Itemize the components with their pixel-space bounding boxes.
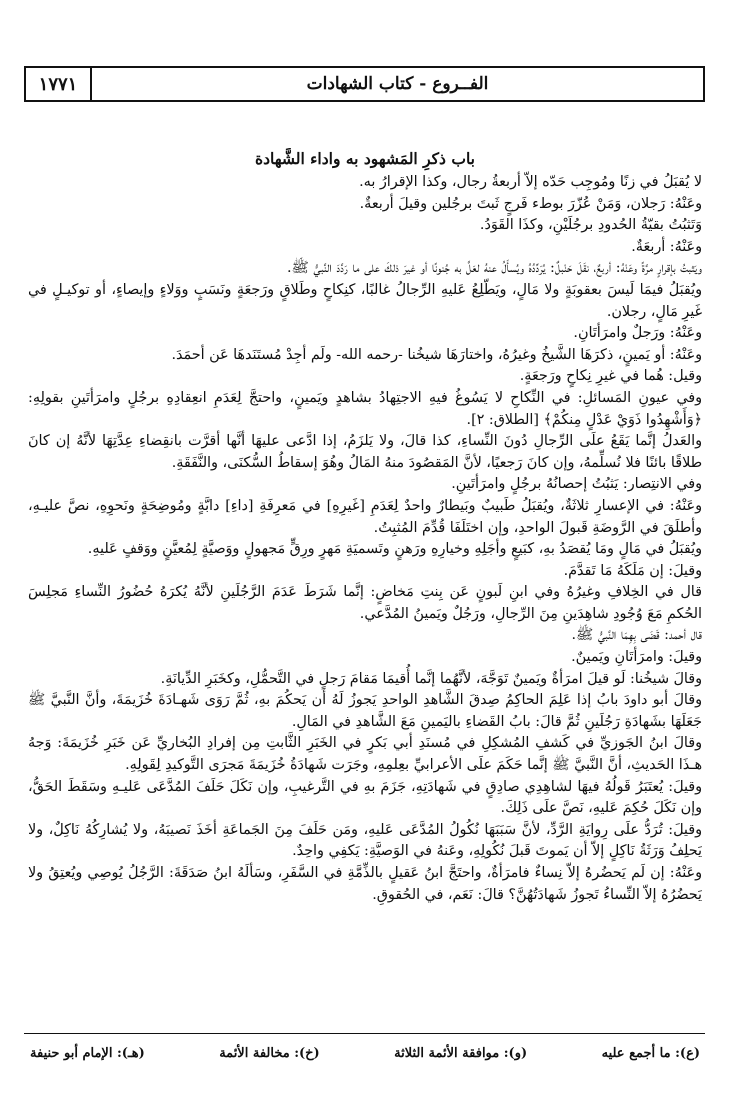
paragraph: وقيل: هُما في غيرِ نِكاحٍ ورَجعَةٍ.: [519, 368, 702, 385]
paragraph: وعَنْهُ: أربعَةٌ.: [631, 238, 702, 255]
page-number: ١٧٧١: [26, 68, 92, 100]
paragraph: وعَنْهُ: في الإعسارِ ثلاثَةٌ، ويُقبَلُ طَبيبٌ وبَيطارٌ واحدٌ لِعَدَمِ [غَيرِهِ] في مَعرِفَةِ [داءِ] دابَّةٍ ومُوضِحَةٍ ونَحوِهِ، نصَّ عليـهِ، وأطلَقَ في الرَّوضَةِ قَبولَ الواحدِ، وإن اختَلَفَا قُدِّمَ المُثبِتُ.: [28, 497, 702, 536]
running-title: الفــروع - كتاب الشهادات: [306, 74, 489, 94]
paragraph: وفي الانتِصار: يَثبُتُ إحصانُهُ برجُلٍ وامرَأتَينِ.: [451, 476, 702, 493]
paragraph: وعَنْهُ: أو يَمينٍ، ذكرَهَا الشَّيخُ وغيرُهُ، واختارَهَا شيخُنا -رحمه الله- ولَم أجِدْ مُستَنَدهَا عَن أحمَدَ.: [171, 346, 702, 363]
paragraph: والعَدلُ إنَّما يَقَعُ علَى الرِّجالِ دُونَ النِّساءِ، كذا قالَ، ولا يَلزَمُ، إذا ادَّعى عليهَا أنَّها أقرَّت بانقِضاءِ عِدَّتِهَا لأنَّهُ إن كانَ طلاقًا بائنًا فلا نُسلِّمهُ، وإن كانَ رَجعيًا، لأنَّ المَقصُودَ منهُ المَالُ وهُوَ إسقاطُ السُّكنَى، والنَّفَقَةِ.: [28, 433, 702, 471]
legend-item-abu-hanifa: (هـ): الإمام أبو حنيفة: [30, 1045, 145, 1061]
page-header: [24, 66, 705, 102]
paragraph: وقالَ ابنُ الجَوزيِّ في كَشفِ المُشكِلِ في مُسنَدِ أبي بَكرٍ في الخَبَرِ الثَّابتِ مِن إفرادِ البُخاريِّ عَن خَبَرِ خُزَيمَةَ: وَجهُ هـذَا الحَديثِ، أنَّ النَّبيَّ ﷺ إنَّما حَكَمَ علَى الأعرابيِّ بعِلمِهِ، وجَرَت شَهادَةُ خُزَيمَةَ مَجرَى التَّوكيدِ لِقَولِهِ.: [28, 735, 702, 774]
paragraph: ويُقبَلُ فيمَا لَيسَ بعقوبَةٍ ولا مَالٍ، ويَطّلِعُ عَليهِ الرِّجالُ غالبًا، كنِكاحٍ وطَلاقٍ ورَجعَةٍ ونَسَبٍ ووَلاءٍ وإيصاءٍ، أو توكيـلٍ في غَيرِ مَالٍ، رجلان.: [28, 281, 702, 320]
footer-divider: [24, 1033, 705, 1034]
paragraph: وقيلَ: إن مَلَكَهُ مَا تَقدَّمَ.: [563, 562, 702, 579]
paragraph: وقالَ شيخُنا: لَو قيلَ امرَأةٌ ويَمينٌ تَوَجَّهَ، لأنَّهُما إنَّما أُقيمَا مَقامَ رَجلٍ في التَّحمُّلِ، وكخَبَرِ الدِّيانَةِ.: [160, 670, 702, 687]
legend-item-consensus: (ع): ما أجمع عليه: [601, 1045, 700, 1061]
paragraph: ويَثبتُ بإقرارٍ مرَّةً وعَنْهُ: أربعٌ، نقَلَ حَنْبلٌ: يُرَدِّدُهُ ويُسأَلُ عنهُ لعَلَّ به جُنونًا أو غيرَ ذلكَ على ما رَدَّدَ النَّبيُّ ﷺ.: [287, 260, 702, 277]
footer-legend: [30, 1040, 700, 1066]
paragraph: وقالَ أبو داودَ بابُ إذا عَلِمَ الحاكِمُ صِدقَ الشَّاهدِ الواحدِ يَجوزُ لَهُ أن يَحكُمَ بهِ، ثُمَّ رَوَى شَهـادَةَ خُزَيمَةَ، وأنَّ النَّبيَّ ﷺ جَعَلَهَا بشَهادَةِ رَجُلَينِ ثُمَّ قالَ: بابُ القَضاءِ باليَمينِ مَعَ الشَّاهدِ في المَالِ.: [28, 692, 702, 730]
legend-item-disagreement: (خ): مخالفة الأئمة: [219, 1045, 320, 1061]
paragraph: وقيلَ: وامرَأتَانِ ويَمينٌ.: [571, 649, 702, 666]
paragraph: وَتَثبُتُ بقيّةُ الحُدودِ برجُلَيْنِ، وكذَا القَوَدُ.: [479, 217, 702, 234]
paragraph: وقيلَ: يُعتَبَرُ قَولُهُ فيهَا لشاهِدِي صادِقٍ في شَهادَتِهِ، جَزَمَ بهِ في التَّرغيبِ، وإن نَكَلَ حَلَفَ المُدَّعَى عَليـهِ وسَقَطَ الحَقُّ، وإن نَكَلَ حُكِمَ عَليهِ، نَصَّ علَى ذَلِكَ.: [28, 778, 702, 817]
paragraph: وقيلَ: تُرَدُّ علَى رِوايَةِ الرَّدِّ، لأنَّ سَبَبَهَا نُكُولُ المُدَّعَى عَليهِ، ومَن حَلَفَ مِنَ الجَماعَةِ أخَذَ نَصيبَهُ، ولا يُشارِكُهُ نَاكِلٌ، ولا يَحلِفُ وَرَثَةُ نَاكِلٍ إلاّ أن يَموتَ قَبلَ نُكُولِهِ، وعَنهُ في الوَصيَّةِ: يَكفِي واحِدٌ.: [28, 821, 702, 860]
paragraph: وعَنْهُ: رَجلان، وَمَنْ عُزّرَ بوطء فَرجٍ ثَبتَ برجُلين وقيلَ أربعةٌ.: [359, 195, 702, 212]
paragraph: وعَنْهُ: ورَجلٌ وامرَأتَانِ.: [573, 325, 702, 342]
section-title: باب ذكرِ المَشهود به واداء الشَّهادة: [255, 149, 475, 168]
paragraph: وفي عيونِ المَسائلِ: في النِّكاحِ لا يَسُوغُ فيهِ الاجتِهادُ بشاهدٍ ويَمينٍ، واحتجَّ لِعَدَمِ انعِقادِهِ برجُلٍ وامرَأتَينِ بقولِهِ: ﴿وَأَشْهِدُوا ذَوَيْ عَدْلٍ مِنكُمْ﴾ [الطلاق: ٢].: [28, 389, 702, 428]
paragraph: قال في الخِلافِ وغيرُهُ وفي ابنِ لَبونٍ عَن بِنتِ مَخاضٍ: إنَّما شَرَطَ عَدَمَ الرَّجُلَينِ لأنَّهُ يُكرَهُ حُضُورُ النِّساءِ مَجلِسَ الحُكمِ مَعَ وُجُودِ شاهِدَينِ مِنَ الرِّجالِ، ورَجُلٌ ويَمينُ المُدَّعي.: [28, 584, 702, 622]
paragraph: لا يُقبَلُ في زنًا ومُوجِب حَدّه إلاّ أربعةُ رجال، وكذا الإقرارُ به.: [359, 174, 702, 190]
main-text: [28, 148, 702, 1028]
paragraph: ويُقبَلُ في مَالٍ ومَا يُقصَدُ بهِ، كبَيعٍ وأجَلِهِ وخيارِهِ ورَهنٍ وتَسميَةِ مَهرٍ ورِقٍّ مَجهولٍ ووَصيَّةٍ لِمُعيَّنٍ ووَقفٍ عَليهِ.: [87, 541, 702, 558]
legend-item-agreement: (و): موافقة الأئمة الثلاثة: [394, 1045, 528, 1061]
paragraph: قال أحمد: قَضَى بِهِمَا النَّبيُّ ﷺ.: [571, 627, 702, 644]
paragraph: وعَنْهُ: إن لَم يَحضُرهُ إلاّ نِساءٌ فامرَأةٌ، واحتَجَّ ابنُ عَقيلٍ بالذِّمَّةِ في السَّفَرِ، وسَألَهُ ابنُ صَدَقَةَ: الرَّجُلُ يُوصِي ويُعتِقُ ولا يَحضُرُهُ إلاّ النِّساءُ تَجوزُ شَهادَتُهُنَّ؟ قالَ: نَعَم، في الحُقوقِ.: [28, 865, 702, 903]
